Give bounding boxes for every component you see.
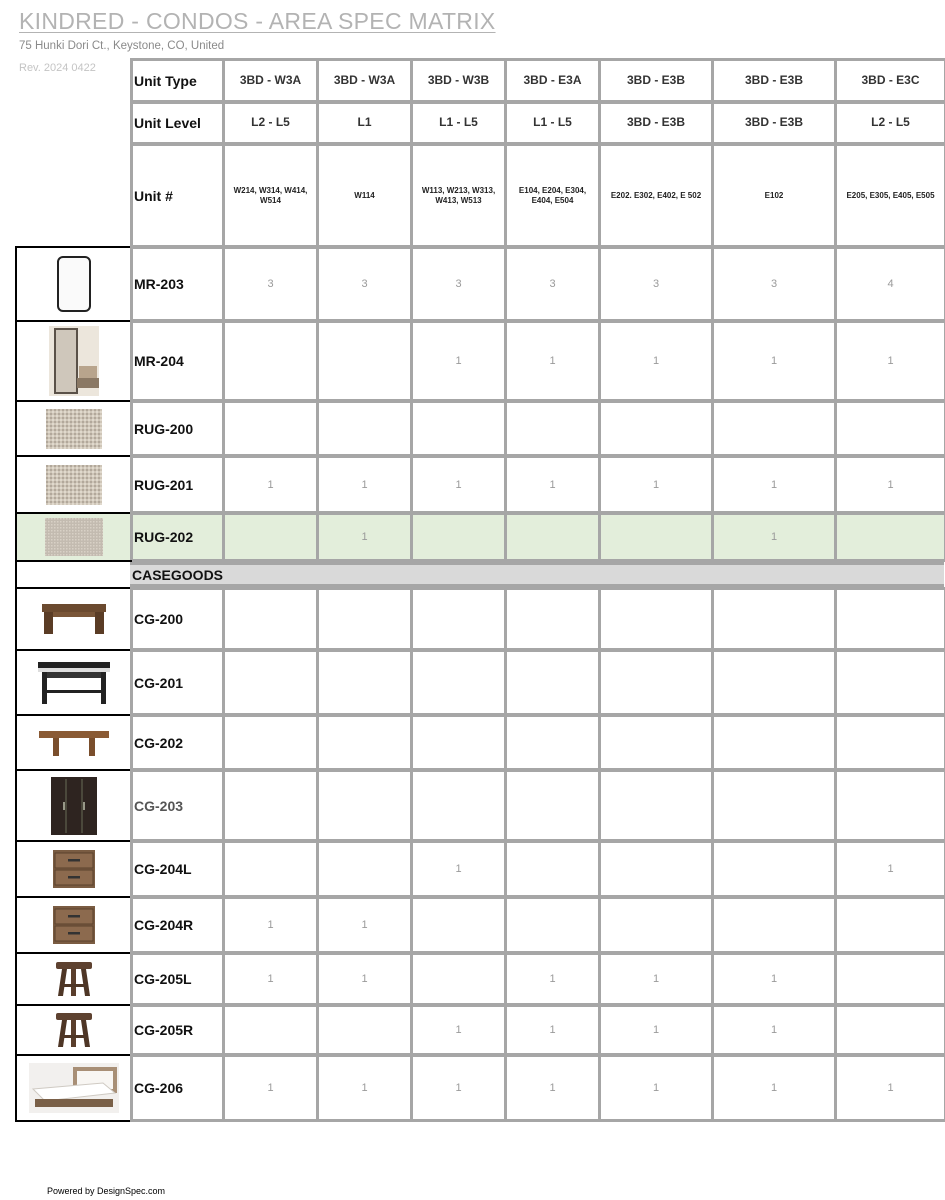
item-code-cell (130, 714, 225, 771)
row-header-label: Unit Level (134, 115, 201, 131)
quantity-cell (222, 512, 319, 562)
quantity-cell (222, 455, 319, 514)
quantity-cell (834, 649, 945, 716)
quantity-value: 1 (549, 355, 556, 367)
quantity-value: 1 (549, 973, 556, 985)
quantity-value: 1 (267, 478, 274, 491)
page-title: KINDRED - CONDOS - AREA SPEC MATRIX (19, 8, 496, 34)
quantity-cell (598, 512, 714, 562)
quantity-cell (410, 714, 507, 771)
quantity-value: 1 (770, 478, 778, 491)
unit-type: 3BD - E3C (861, 72, 920, 87)
quantity-cell (410, 649, 507, 716)
quantity-cell (598, 840, 714, 898)
quantity-cell (222, 649, 319, 716)
wardrobe-icon (50, 776, 98, 836)
unit-level-cell (410, 101, 507, 145)
quantity-cell (222, 587, 319, 651)
floor-mirror-icon (49, 326, 99, 396)
quantity-value: 3 (770, 278, 778, 290)
unit-numbers: E102 (764, 190, 784, 200)
unit-numbers-cell (504, 143, 601, 248)
unit-type-cell (410, 58, 507, 103)
quantity-value: 1 (549, 478, 556, 491)
unit-level-cell (834, 101, 945, 145)
item-code-cell (130, 587, 225, 651)
quantity-cell (834, 320, 945, 402)
quantity-cell (316, 649, 413, 716)
quantity-cell (711, 1004, 837, 1056)
quantity-cell (316, 1004, 413, 1056)
item-code: CG-205R (134, 1022, 194, 1038)
quantity-value: 1 (361, 478, 368, 491)
product-image-cell (15, 512, 132, 562)
quantity-value: 1 (267, 919, 274, 931)
revision-label: Rev. 2024 0422 (19, 62, 96, 74)
unit-type-cell (316, 58, 413, 103)
quantity-cell (410, 246, 507, 322)
quantity-cell (834, 455, 945, 514)
quantity-cell (410, 455, 507, 514)
quantity-value: 1 (770, 1082, 778, 1094)
item-code: CG-204L (134, 861, 192, 877)
dining-table-icon (39, 727, 109, 759)
quantity-cell (834, 896, 945, 954)
quantity-cell (410, 1004, 507, 1056)
unit-type: 3BD - W3B (427, 72, 490, 87)
quantity-cell (598, 769, 714, 842)
row-header-unit-number (130, 143, 225, 248)
unit-level-cell (598, 101, 714, 145)
item-code: MR-204 (134, 353, 184, 369)
quantity-value: 3 (652, 278, 660, 290)
quantity-cell (711, 769, 837, 842)
item-code: CG-204R (134, 917, 194, 933)
nightstand-icon (52, 849, 96, 889)
quantity-cell (834, 714, 945, 771)
quantity-value: 1 (652, 1024, 660, 1036)
quantity-cell (834, 400, 945, 457)
quantity-cell (410, 400, 507, 457)
quantity-cell (410, 320, 507, 402)
quantity-cell (222, 246, 319, 322)
unit-type: 3BD - W3A (333, 72, 396, 87)
product-image-cell (15, 400, 132, 457)
quantity-value: 1 (770, 355, 778, 367)
item-code-cell (130, 320, 225, 402)
quantity-cell (316, 769, 413, 842)
item-code-cell (130, 769, 225, 842)
section-header-casegoods (130, 562, 944, 587)
quantity-value: 1 (361, 973, 368, 985)
quantity-cell (834, 1004, 945, 1056)
quantity-cell (504, 952, 601, 1006)
quantity-cell (410, 896, 507, 954)
item-code: RUG-200 (134, 420, 194, 437)
unit-level-cell (504, 101, 601, 145)
product-image-cell (15, 896, 132, 954)
quantity-cell (711, 840, 837, 898)
flatweave-rug-icon (45, 518, 103, 556)
quantity-cell (834, 587, 945, 651)
quantity-cell (504, 1004, 601, 1056)
quantity-cell (222, 840, 319, 898)
nightstand-icon (52, 905, 96, 945)
quantity-value: 3 (267, 278, 274, 290)
unit-level: L2 - L5 (251, 115, 290, 130)
unit-type-cell (711, 58, 837, 103)
quantity-value: 1 (887, 478, 894, 491)
quantity-value: 1 (652, 1082, 660, 1094)
footer-credit: Powered by DesignSpec.com (47, 1186, 166, 1196)
unit-level: L1 - L5 (533, 115, 572, 130)
quantity-value: 1 (887, 355, 894, 367)
quantity-cell (504, 840, 601, 898)
unit-numbers: W114 (354, 190, 375, 200)
product-image-cell (15, 952, 132, 1006)
console-table-icon (40, 602, 108, 636)
quantity-cell (222, 320, 319, 402)
item-code: CG-205L (134, 971, 192, 987)
quantity-value: 3 (549, 278, 556, 290)
unit-level: L1 (357, 115, 372, 130)
quantity-value: 1 (267, 973, 274, 985)
bed-icon (29, 1063, 119, 1113)
quantity-value: 1 (652, 478, 660, 491)
row-header-label: Unit # (134, 187, 173, 204)
unit-level-cell (222, 101, 319, 145)
quantity-cell (316, 1054, 413, 1122)
quantity-value: 1 (455, 355, 462, 367)
item-code: CG-203 (134, 797, 184, 814)
item-code-cell (130, 400, 225, 457)
quantity-cell (316, 714, 413, 771)
quantity-cell (504, 587, 601, 651)
quantity-cell (834, 512, 945, 562)
quantity-cell (222, 1004, 319, 1056)
quantity-cell (834, 246, 945, 322)
quantity-cell (834, 1054, 945, 1122)
item-code-cell (130, 840, 225, 898)
quantity-cell (504, 714, 601, 771)
section-spacer-cell (15, 560, 132, 590)
item-code: RUG-202 (134, 529, 194, 545)
unit-level: L1 - L5 (439, 115, 478, 130)
item-code-cell (130, 246, 225, 322)
quantity-cell (711, 400, 837, 457)
row-header-unit-level (130, 101, 225, 145)
unit-level-cell (711, 101, 837, 145)
quantity-value: 1 (267, 1082, 274, 1094)
quantity-cell (316, 320, 413, 402)
quantity-cell (504, 246, 601, 322)
quantity-cell (598, 1004, 714, 1056)
quantity-cell (711, 714, 837, 771)
product-image-cell (15, 1054, 132, 1122)
unit-numbers-cell (834, 143, 945, 248)
unit-type-cell (504, 58, 601, 103)
quantity-cell (711, 455, 837, 514)
product-image-cell (15, 587, 132, 651)
unit-numbers-cell (410, 143, 507, 248)
quantity-cell (598, 246, 714, 322)
quantity-value: 1 (455, 1024, 462, 1036)
quantity-value: 1 (361, 919, 368, 931)
unit-numbers-cell (316, 143, 413, 248)
unit-type: 3BD - E3B (744, 72, 803, 87)
unit-type-cell (222, 58, 319, 103)
quantity-value: 4 (887, 278, 894, 290)
quantity-cell (711, 896, 837, 954)
quantity-cell (222, 952, 319, 1006)
product-image-cell (15, 455, 132, 514)
unit-numbers: E205, E305, E405, E505 (846, 190, 935, 200)
stool-icon (55, 960, 93, 998)
wool-rug-icon (46, 465, 102, 505)
quantity-cell (316, 512, 413, 562)
unit-numbers: E202. E302, E402, E 502 (610, 190, 702, 200)
quantity-value: 1 (770, 531, 778, 543)
product-image-cell (15, 246, 132, 322)
quantity-cell (598, 952, 714, 1006)
stool-icon (55, 1011, 93, 1049)
product-image-cell (15, 649, 132, 716)
quantity-cell (834, 769, 945, 842)
quantity-cell (598, 320, 714, 402)
quantity-cell (834, 952, 945, 1006)
item-code: CG-200 (134, 611, 184, 627)
quantity-value: 1 (887, 1082, 894, 1094)
product-image-cell (15, 320, 132, 402)
project-address: 75 Hunki Dori Ct., Keystone, CO, United (19, 40, 225, 52)
quantity-value: 1 (652, 973, 660, 985)
quantity-cell (598, 896, 714, 954)
quantity-cell (504, 769, 601, 842)
quantity-cell (222, 769, 319, 842)
row-header-label: Unit Type (134, 72, 197, 89)
quantity-value: 1 (455, 1082, 462, 1094)
quantity-cell (222, 714, 319, 771)
unit-level: 3BD - E3B (626, 115, 685, 130)
quantity-cell (410, 587, 507, 651)
unit-numbers-cell (598, 143, 714, 248)
unit-type: 3BD - W3A (239, 72, 302, 87)
quantity-cell (598, 400, 714, 457)
quantity-value: 1 (770, 1024, 778, 1036)
quantity-cell (316, 840, 413, 898)
quantity-cell (316, 896, 413, 954)
quantity-cell (711, 952, 837, 1006)
unit-type: 3BD - E3B (626, 72, 685, 87)
quantity-cell (598, 587, 714, 651)
quantity-cell (316, 587, 413, 651)
quantity-cell (410, 769, 507, 842)
item-code-cell (130, 512, 225, 562)
quantity-value: 1 (455, 863, 462, 875)
quantity-cell (316, 952, 413, 1006)
unit-numbers-cell (711, 143, 837, 248)
item-code: RUG-201 (134, 476, 194, 493)
quantity-cell (504, 1054, 601, 1122)
item-code-cell (130, 896, 225, 954)
quantity-cell (222, 400, 319, 457)
unit-level: L2 - L5 (871, 115, 910, 130)
unit-type-cell (598, 58, 714, 103)
quantity-cell (711, 1054, 837, 1122)
quantity-value: 1 (887, 863, 894, 875)
quantity-cell (834, 840, 945, 898)
quantity-cell (711, 649, 837, 716)
item-code-cell (130, 649, 225, 716)
unit-level: 3BD - E3B (744, 115, 803, 130)
quantity-value: 1 (549, 1024, 556, 1036)
item-code-cell (130, 1054, 225, 1122)
wool-rug-icon (46, 409, 102, 449)
item-code-cell (130, 952, 225, 1006)
quantity-cell (222, 1054, 319, 1122)
quantity-cell (598, 714, 714, 771)
item-code: CG-206 (134, 1080, 184, 1096)
quantity-cell (504, 512, 601, 562)
product-image-cell (15, 1004, 132, 1056)
item-code: CG-201 (134, 674, 184, 691)
quantity-value: 1 (652, 355, 660, 367)
unit-type: 3BD - E3A (523, 72, 582, 87)
quantity-cell (711, 587, 837, 651)
quantity-cell (711, 246, 837, 322)
quantity-cell (504, 896, 601, 954)
quantity-value: 1 (361, 1082, 368, 1094)
quantity-cell (598, 1054, 714, 1122)
unit-type-cell (834, 58, 945, 103)
item-code-cell (130, 455, 225, 514)
item-code: CG-202 (134, 734, 184, 751)
quantity-cell (504, 400, 601, 457)
quantity-cell (410, 512, 507, 562)
unit-numbers: W214, W314, W414, W514 (233, 186, 308, 205)
row-header-unit-type (130, 58, 225, 103)
quantity-cell (316, 400, 413, 457)
item-code: MR-203 (134, 276, 184, 292)
quantity-cell (222, 896, 319, 954)
quantity-cell (410, 952, 507, 1006)
unit-numbers-cell (222, 143, 319, 248)
quantity-cell (711, 320, 837, 402)
quantity-value: 3 (361, 278, 368, 290)
quantity-cell (504, 320, 601, 402)
unit-numbers: E104, E204, E304, E404, E504 (518, 186, 587, 205)
quantity-cell (316, 455, 413, 514)
desk-icon (36, 660, 112, 706)
unit-numbers: W113, W213, W313, W413, W513 (421, 186, 496, 205)
quantity-cell (504, 455, 601, 514)
unit-level-cell (316, 101, 413, 145)
quantity-cell (316, 246, 413, 322)
quantity-cell (410, 1054, 507, 1122)
quantity-cell (598, 455, 714, 514)
item-code-cell (130, 1004, 225, 1056)
quantity-value: 1 (770, 973, 778, 985)
quantity-value: 1 (549, 1082, 556, 1094)
quantity-cell (410, 840, 507, 898)
quantity-cell (504, 649, 601, 716)
quantity-value: 1 (361, 531, 368, 543)
product-image-cell (15, 714, 132, 771)
product-image-cell (15, 840, 132, 898)
quantity-cell (598, 649, 714, 716)
quantity-value: 1 (455, 478, 462, 491)
round-mirror-icon (56, 255, 92, 313)
quantity-value: 3 (455, 278, 462, 290)
section-label: CASEGOODS (132, 566, 224, 583)
quantity-cell (711, 512, 837, 562)
product-image-cell (15, 769, 132, 842)
